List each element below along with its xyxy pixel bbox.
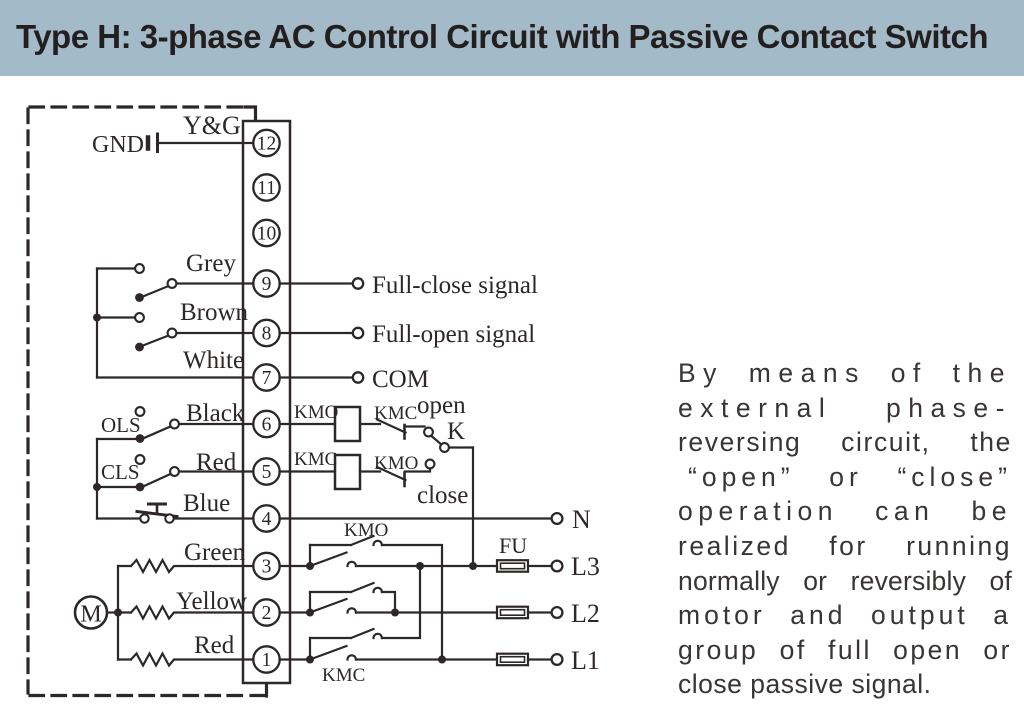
wire-label-black: Black <box>186 400 245 427</box>
terminal-number: 9 <box>261 274 272 295</box>
l3-label: L3 <box>571 552 600 581</box>
wire-label-brown: Brown <box>180 299 249 326</box>
description-line: normally or reversibly of <box>678 565 1012 596</box>
wire-label-red-t5: Red <box>196 449 237 476</box>
l1-label: L1 <box>571 646 600 675</box>
wire-label-white: White <box>183 347 245 374</box>
gnd-label: GND <box>92 132 144 158</box>
terminal-number: 5 <box>261 462 272 483</box>
page-title: Type H: 3-phase AC Control Circuit with Passive Contact Switch <box>16 18 988 55</box>
wire-label-yellow: Yellow <box>176 588 248 615</box>
kmo-contacts-label: KMO <box>344 520 389 541</box>
phase-reversing-contacts <box>280 536 498 660</box>
terminal-number: 12 <box>256 133 277 155</box>
terminal-number: 4 <box>261 509 272 530</box>
kmc-interlock-label: KMC <box>374 403 418 424</box>
description-line: group of full open or <box>678 634 1012 665</box>
terminal-number: 1 <box>261 650 272 671</box>
description-line: close passive signal. <box>678 669 932 700</box>
description-line: reversing circuit, the <box>678 427 1012 458</box>
description-line: operation can be <box>678 496 1012 527</box>
com-label: COM <box>372 366 429 393</box>
kmc-coil-label: KMC <box>294 449 338 470</box>
full-close-signal-label: Full-close signal <box>372 272 538 299</box>
neutral-label: N <box>572 505 591 534</box>
terminal-number: 3 <box>261 556 272 578</box>
description-line: external phase- <box>678 392 1012 423</box>
motor-label: M <box>80 601 102 628</box>
k-switch-label: K <box>447 418 466 445</box>
description-line: “open” or “close” <box>688 461 1012 492</box>
terminal-number: 11 <box>257 178 276 199</box>
terminal-number: 8 <box>261 323 272 345</box>
kmo-interlock-label: KMO <box>374 453 419 474</box>
full-open-signal-label: Full-open signal <box>372 321 536 348</box>
terminal-number: 2 <box>261 603 272 624</box>
terminal-number: 6 <box>261 414 272 436</box>
title-bar <box>0 0 1024 76</box>
description-line: By means of the <box>678 358 1012 388</box>
ols-label: OLS <box>101 413 141 437</box>
cls-label: CLS <box>101 460 140 484</box>
description-line: motor and output a <box>678 600 1012 631</box>
fuse-l3 <box>497 560 552 572</box>
kmc-contacts-label: KMC <box>322 665 366 686</box>
wire-label-green: Green <box>184 539 246 566</box>
wire-label-red-t1: Red <box>194 632 235 659</box>
description-paragraph <box>678 356 1012 702</box>
l2-label: L2 <box>571 599 600 628</box>
description-line: realized for running <box>678 530 1012 561</box>
fuse-label: FU <box>499 533 528 558</box>
fuse-l1 <box>497 654 552 666</box>
open-label: open <box>417 392 466 419</box>
terminal-strip <box>243 121 290 683</box>
wire-label-grey: Grey <box>186 250 236 277</box>
wire-label-yg: Y&G <box>183 111 241 140</box>
kmo-coil-label: KMO <box>294 402 339 423</box>
fuses <box>497 560 552 665</box>
terminal-number: 7 <box>261 368 272 389</box>
wire-label-blue: Blue <box>183 490 231 517</box>
fuse-l2 <box>497 607 552 619</box>
terminal-number: 10 <box>256 223 277 245</box>
close-label: close <box>417 482 469 509</box>
